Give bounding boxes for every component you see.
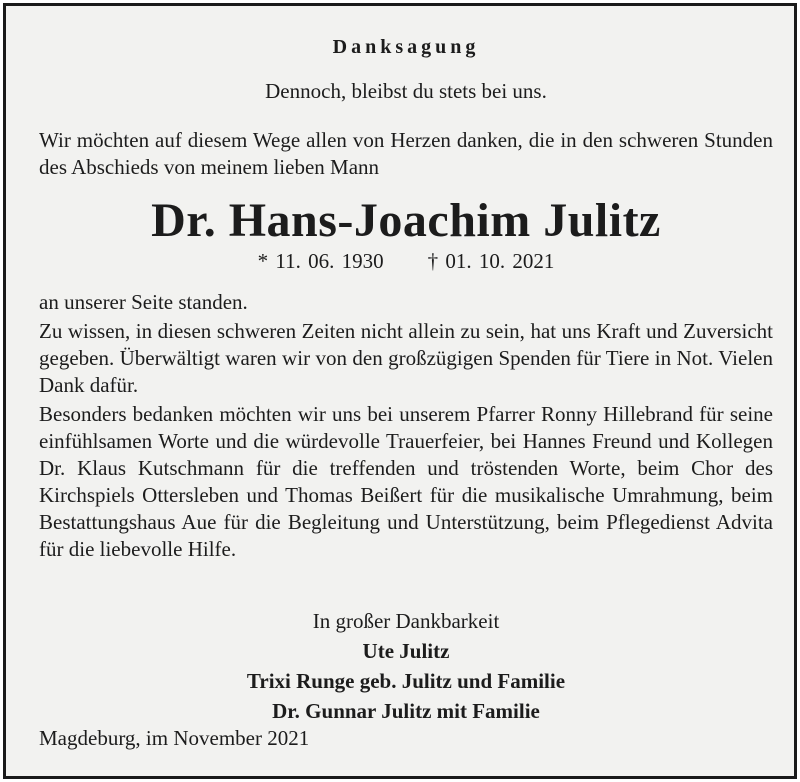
life-dates xyxy=(39,249,773,274)
deceased-name: Dr. Hans-Joachim Julitz xyxy=(151,194,661,247)
standen-line: an unserer Seite standen. xyxy=(39,290,248,314)
signoff-intro: In großer Dankbarkeit xyxy=(312,609,500,633)
notice-motto: Dennoch, bleibst du stets bei uns. xyxy=(265,79,547,103)
signoff-name: Ute Julitz xyxy=(362,639,450,663)
notice-heading: Danksagung xyxy=(332,36,480,58)
intro-paragraph: Wir möchten auf diesem Wege allen von Herzen danken, die in den schweren Stunden des Abschieds von meinem lieben Mann xyxy=(39,128,773,179)
place-date: Magdeburg, im November 2021 xyxy=(39,726,310,750)
birth-date: * 11. 06. 1930 xyxy=(257,249,384,273)
death-date: † 01. 10. 2021 xyxy=(427,249,555,273)
signoff-name: Dr. Gunnar Julitz mit Familie xyxy=(272,699,540,723)
zuversicht-paragraph: Zu wissen, in diesen schweren Zeiten nicht allein zu sein, hat uns Kraft und Zuversicht gegeben. Überwältigt waren wir von den großzügigen Spenden für Tiere in Not. Vielen Dank dafür. xyxy=(39,319,773,397)
signoff-name: Trixi Runge geb. Julitz und Familie xyxy=(246,669,566,693)
besonders-paragraph: Besonders bedanken möchten wir uns bei unserem Pfarrer Ronny Hillebrand für seine einfühlsamen Worte und die würdevolle Trauerfeier, bei Hannes Freund und Kollegen Dr. Klaus Kutschmann für die treffenden und tröstenden Worte, beim Chor des Kirchspiels Ottersleben und Thomas Beißert für die musikalische Umrahmung, beim Bestattungshaus Aue für die Begleitung und Unterstützung, beim Pflegedienst Advita für die liebevolle Hilfe. xyxy=(39,402,773,561)
signoff-block xyxy=(39,606,773,726)
notice-frame xyxy=(3,3,797,779)
